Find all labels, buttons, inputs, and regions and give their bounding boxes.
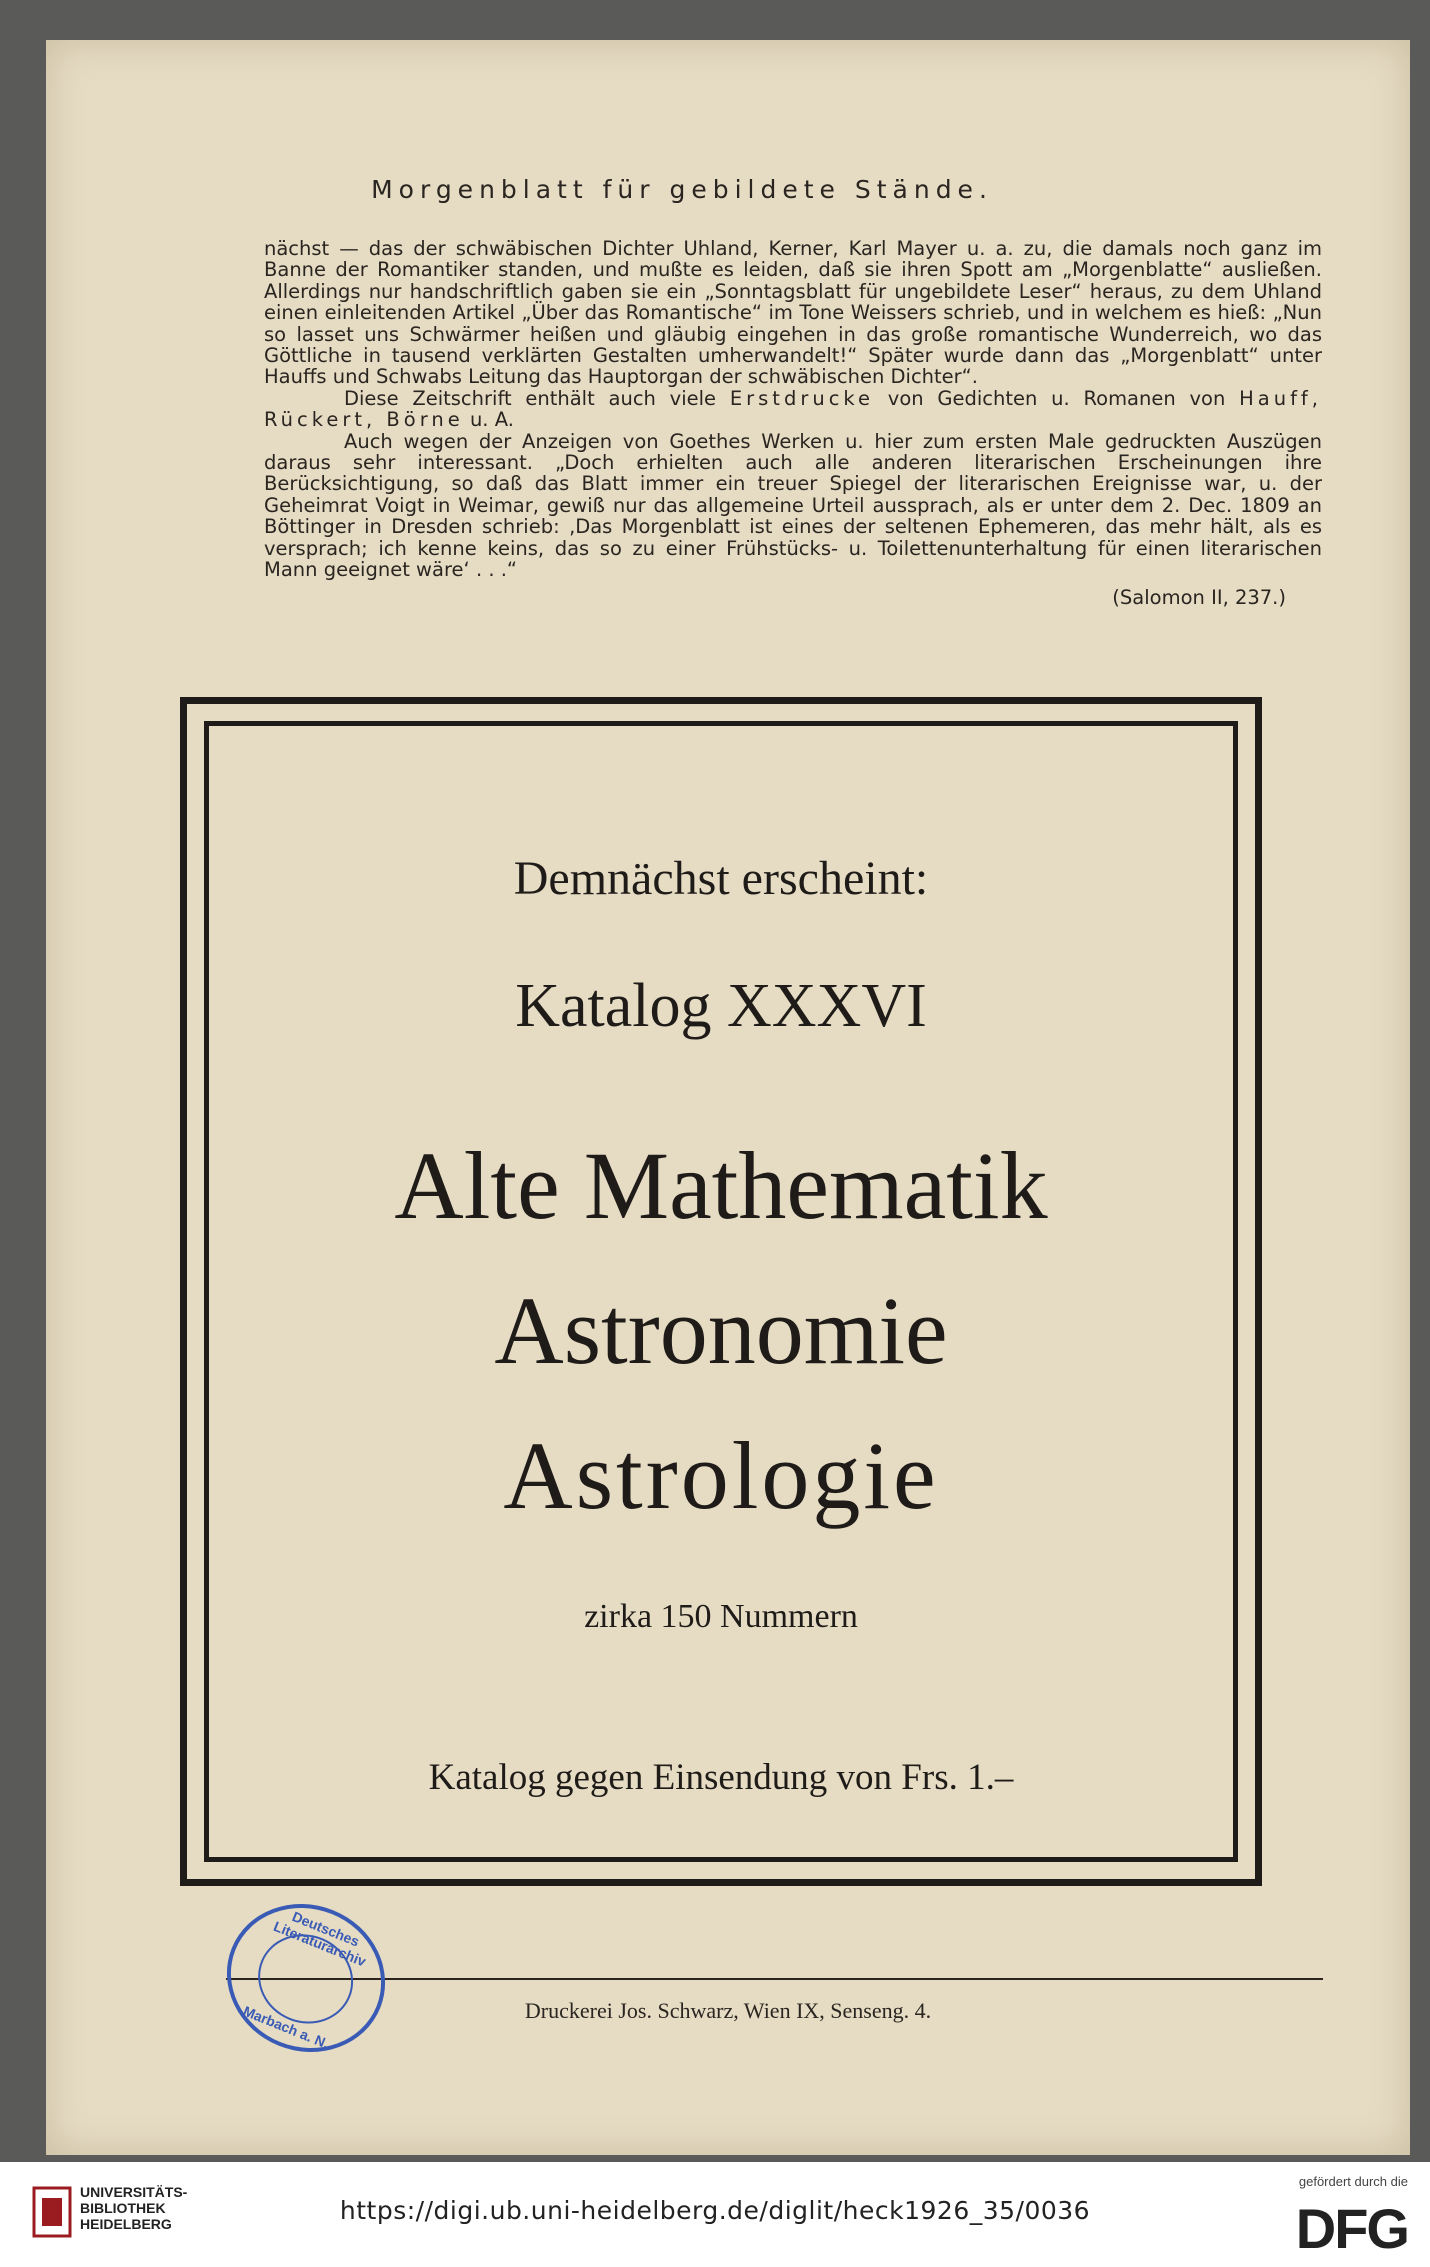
advertisement-inner-frame: [204, 721, 1238, 1862]
ad-title-astronomie: Astronomie: [494, 1277, 948, 1384]
divider-rule: [226, 1978, 1323, 1980]
ad-order-note: Katalog gegen Einsendung von Frs. 1.–: [428, 1757, 1014, 1798]
printer-imprint: Druckerei Jos. Schwarz, Wien IX, Senseng. 4.: [524, 1998, 932, 2023]
paragraph-1: nächst — das der schwäbischen Dichter Uhland, Kerner, Karl Mayer u. a. zu, die damals noch ganz im Banne der Romantiker standen, und mußte es leiden, daß sie ihren Spott am „Morgenblatte“ ausließen. Allerdings nur handschriftlich gaben sie ein „Sonntagsblatt für ungebildete Leser“ heraus, zu dem Uhland einen einleitenden Artikel „Über das Romantische“ im Tone Weissers schrieb, und in welchem es hieß: „Nun so lasset uns Schwärmer heißen und gläubig eingehen in das große romantische Wunderreich, wo das Göttliche in tausend verklärten Gestalten umherwandelt!“ Später wurde dann das „Morgenblatt“ unter Hauffs und Schwabs Leitung das Hauptorgan der schwäbischen Dichter“.: [264, 237, 1322, 389]
citation-source: (Salomon II, 237.): [1112, 585, 1286, 609]
stamp-top-text: Deutsches Literaturarchiv: [271, 1908, 369, 1970]
dfg-logo[interactable]: DFG: [1295, 2197, 1408, 2260]
ad-title-mathematik: Alte Mathematik: [394, 1132, 1048, 1239]
advertisement-frame: [180, 697, 1262, 1886]
ad-catalog-number: Katalog XXXVI: [515, 972, 927, 1040]
library-stamp: [204, 1880, 407, 2075]
viewer-footer: [0, 2162, 1430, 2267]
funding-note: gefördert durch die: [1298, 2174, 1408, 2189]
body-text: [264, 238, 1322, 608]
ad-title-astrologie: Astrologie: [503, 1422, 939, 1529]
running-head: Morgenblatt für gebildete Stände.: [371, 175, 993, 204]
paragraph-3: Auch wegen der Anzeigen von Goethes Werken u. hier zum ersten Male gedruckten Auszügen daraus sehr interessant. „Doch erhielten auch alle anderen literarischen Erscheinungen ihre Berücksichtigung, so daß das Blatt immer ein treuer Spiegel der literarischen Ereignisse war, u. der Geheimrat Voigt in Weimar, gewiß nur das allgemeine Urteil aussprach, als er unter dem 2. Dec. 1809 an Böttinger in Dresden schrieb: ‚Das Morgenblatt ist eines der seltenen Ephemeren, das mehr hält, als es versprach; ich kenne keins, das so zu einer Frühstücks- u. Toilettenunterhaltung für einen literarischen Mann geeignet wäre‘ . . .“: [264, 429, 1322, 582]
stamp-bottom-text: Marbach a. N.: [240, 2002, 332, 2052]
document-page: [46, 40, 1410, 2155]
permalink-url[interactable]: https://digi.ub.uni-heidelberg.de/diglit/heck1926_35/0036: [339, 2196, 1091, 2225]
paragraph-2: Diese Zeitschrift enthält auch viele Erstdrucke von Gedichten u. Romanen von Hauff, Rückert, Börne u. A.: [264, 386, 1322, 432]
library-name[interactable]: UNIVERSITÄTS- BIBLIOTHEK HEIDELBERG: [80, 2184, 188, 2232]
ad-announcement: Demnächst erscheint:: [513, 852, 929, 905]
ad-item-count: zirka 150 Nummern: [584, 1598, 858, 1635]
